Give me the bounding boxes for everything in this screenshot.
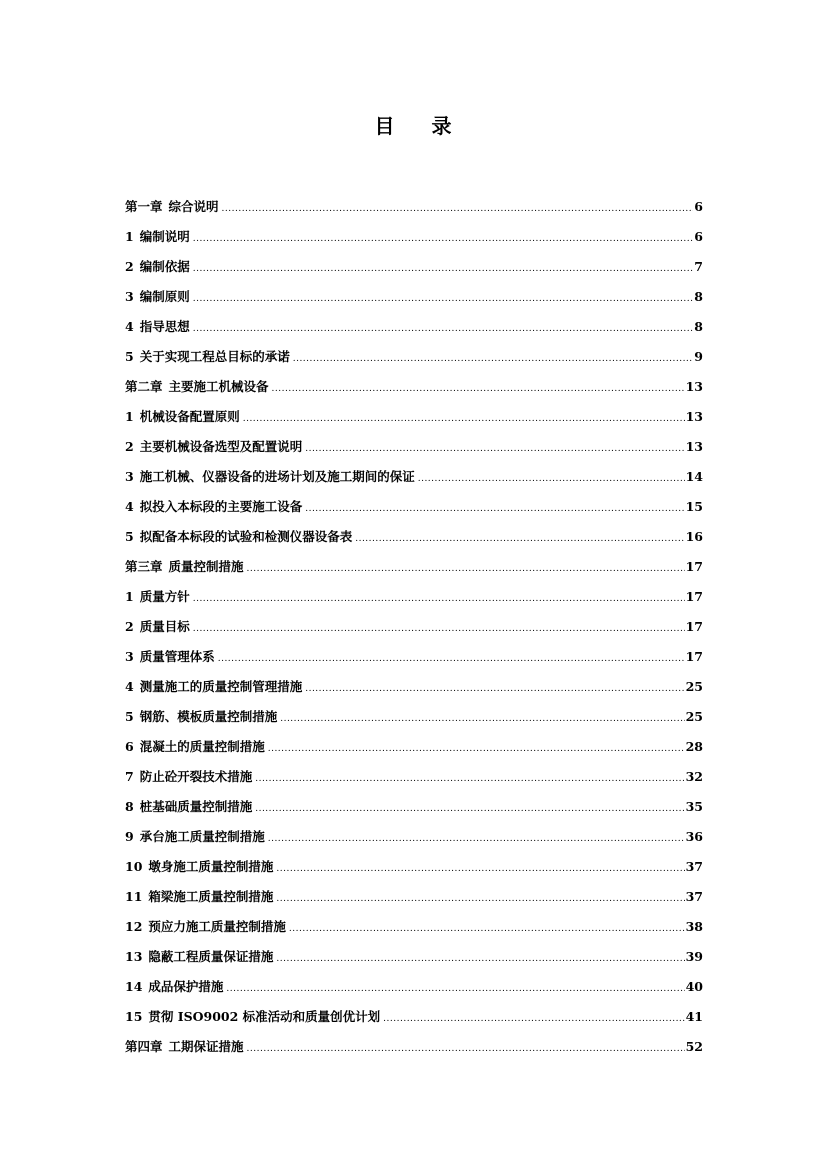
toc-entry[interactable]: [125, 287, 703, 317]
toc-entry-page-number: 17: [685, 589, 703, 604]
toc-entry-title: 质量方针: [139, 589, 190, 604]
toc-dot-leader: [305, 437, 684, 457]
toc-dot-leader: [272, 377, 685, 397]
toc-entry-page-number: 17: [685, 559, 703, 574]
page-title: [0, 110, 827, 139]
toc-dot-leader: [268, 827, 685, 847]
toc-entry[interactable]: [125, 467, 703, 497]
toc-dot-leader: [193, 617, 685, 637]
toc-entry-page-number: 7: [694, 259, 703, 274]
toc-entry-title: 编制依据: [139, 259, 190, 274]
toc-dot-leader: [247, 1037, 685, 1057]
toc-entry-page-number: 39: [685, 949, 703, 964]
toc-entry-title: 墩身施工质量控制措施: [148, 859, 274, 874]
toc-entry-title: 编制说明: [139, 229, 190, 244]
toc-entry-title: 拟投入本标段的主要施工设备: [139, 499, 303, 514]
toc-dot-leader: [276, 947, 684, 967]
toc-entry-page-number: 6: [694, 229, 703, 244]
toc-entry[interactable]: [125, 797, 703, 827]
toc-entry-page-number: 15: [685, 499, 703, 514]
toc-entry-number: 第四章: [125, 1039, 163, 1054]
toc-entry[interactable]: [125, 377, 703, 407]
toc-dot-leader: [255, 767, 684, 787]
toc-entry-title: 承台施工质量控制措施: [139, 829, 265, 844]
toc-dot-leader: [218, 647, 685, 667]
toc-entry-number: 4: [125, 679, 134, 694]
toc-dot-leader: [383, 1007, 684, 1027]
toc-entry-number: 3: [125, 289, 134, 304]
toc-entry[interactable]: [125, 227, 703, 257]
toc-dot-leader: [243, 407, 685, 427]
toc-entry[interactable]: [125, 557, 703, 587]
toc-entry-page-number: 17: [685, 649, 703, 664]
toc-entry-title: 编制原则: [139, 289, 190, 304]
toc-entry-title: 钢筋、模板质量控制措施: [139, 709, 278, 724]
toc-entry[interactable]: [125, 317, 703, 347]
toc-entry-number: 第二章: [125, 379, 163, 394]
toc-entry-page-number: 17: [685, 619, 703, 634]
toc-entry-number: 8: [125, 799, 134, 814]
toc-entry[interactable]: [125, 647, 703, 677]
title-char-2: 录: [431, 114, 453, 138]
toc-entry-title: 隐蔽工程质量保证措施: [148, 949, 274, 964]
toc-entry-number: 第一章: [125, 199, 163, 214]
toc-dot-leader: [247, 557, 685, 577]
toc-entry-title: 混凝土的质量控制措施: [139, 739, 265, 754]
toc-entry-title: 预应力施工质量控制措施: [148, 919, 286, 934]
toc-entry-title: 质量目标: [139, 619, 190, 634]
toc-dot-leader: [193, 587, 685, 607]
toc-entry-title: 机械设备配置原则: [139, 409, 240, 424]
toc-entry[interactable]: [125, 677, 703, 707]
toc-entry-number: 第三章: [125, 559, 163, 574]
toc-entry[interactable]: [125, 347, 703, 377]
toc-entry-number: 5: [125, 529, 134, 544]
toc-dot-leader: [305, 497, 684, 517]
toc-entry-page-number: 8: [694, 319, 703, 334]
toc-entry-number: 2: [125, 259, 134, 274]
toc-dot-leader: [276, 887, 684, 907]
toc-entry-title: 施工机械、仪器设备的进场计划及施工期间的保证: [139, 469, 415, 484]
toc-entry-title: 主要施工机械设备: [168, 379, 269, 394]
toc-entry-number: 3: [125, 469, 134, 484]
toc-dot-leader: [276, 857, 684, 877]
toc-entry-title: 贯彻 ISO9002 标准活动和质量创优计划: [148, 1009, 381, 1024]
toc-entry-title: 综合说明: [168, 199, 219, 214]
toc-entry[interactable]: [125, 257, 703, 287]
toc-entry[interactable]: [125, 767, 703, 797]
toc-entry-number: 5: [125, 709, 134, 724]
toc-entry-page-number: 41: [685, 1009, 703, 1024]
toc-entry-number: 1: [125, 409, 134, 424]
toc-entry[interactable]: [125, 527, 703, 557]
toc-entry-title: 指导思想: [139, 319, 190, 334]
toc-entry[interactable]: [125, 1007, 703, 1037]
toc-entry[interactable]: [125, 947, 703, 977]
toc-entry-page-number: 37: [685, 859, 703, 874]
toc-entry-page-number: 25: [685, 709, 703, 724]
toc-entry[interactable]: [125, 887, 703, 917]
toc-entry-page-number: 36: [685, 829, 703, 844]
toc-dot-leader: [305, 677, 684, 697]
toc-entry[interactable]: [125, 917, 703, 947]
toc-entry-page-number: 25: [685, 679, 703, 694]
toc-entry-number: 2: [125, 439, 134, 454]
toc-entry-title: 拟配备本标段的试验和检测仪器设备表: [139, 529, 353, 544]
toc-entry-number: 4: [125, 319, 134, 334]
toc-entry-number: 10: [125, 859, 143, 874]
toc-entry-page-number: 52: [685, 1039, 703, 1054]
toc-entry[interactable]: [125, 197, 703, 227]
toc-entry-page-number: 37: [685, 889, 703, 904]
toc-entry-page-number: 13: [685, 439, 703, 454]
toc-entry[interactable]: [125, 497, 703, 527]
toc-entry[interactable]: [125, 827, 703, 857]
toc-entry-page-number: 35: [685, 799, 703, 814]
toc-entry-number: 1: [125, 589, 134, 604]
toc-entry[interactable]: [125, 1037, 703, 1067]
toc-entry[interactable]: [125, 437, 703, 467]
toc-entry-title: 防止砼开裂技术措施: [139, 769, 253, 784]
toc-dot-leader: [280, 707, 684, 727]
toc-dot-leader: [255, 797, 684, 817]
toc-dot-leader: [289, 917, 685, 937]
toc-entry-page-number: 14: [685, 469, 703, 484]
toc-dot-leader: [193, 227, 694, 247]
toc-dot-leader: [193, 287, 694, 307]
toc-entry-page-number: 13: [685, 379, 703, 394]
table-of-contents: [125, 197, 703, 1067]
toc-entry-number: 5: [125, 349, 134, 364]
toc-entry-number: 3: [125, 649, 134, 664]
toc-entry-number: 9: [125, 829, 134, 844]
toc-dot-leader: [293, 347, 694, 367]
toc-entry-page-number: 13: [685, 409, 703, 424]
toc-dot-leader: [222, 197, 694, 217]
title-char-1: 目: [374, 114, 396, 138]
toc-entry-title: 质量控制措施: [168, 559, 244, 574]
toc-entry[interactable]: [125, 617, 703, 647]
toc-entry-number: 1: [125, 229, 134, 244]
toc-dot-leader: [418, 467, 685, 487]
toc-entry-number: 12: [125, 919, 143, 934]
toc-entry[interactable]: [125, 977, 703, 1007]
toc-entry-number: 11: [125, 889, 143, 904]
toc-dot-leader: [226, 977, 684, 997]
toc-entry-page-number: 9: [694, 349, 703, 364]
toc-entry-page-number: 40: [685, 979, 703, 994]
toc-entry-title: 工期保证措施: [168, 1039, 244, 1054]
toc-entry-title: 箱梁施工质量控制措施: [148, 889, 274, 904]
toc-entry-title: 质量管理体系: [139, 649, 215, 664]
toc-entry[interactable]: [125, 407, 703, 437]
toc-entry-number: 4: [125, 499, 134, 514]
toc-entry-page-number: 28: [685, 739, 703, 754]
toc-entry-number: 6: [125, 739, 134, 754]
toc-entry-page-number: 6: [694, 199, 703, 214]
toc-entry-title: 桩基础质量控制措施: [139, 799, 253, 814]
toc-entry[interactable]: [125, 587, 703, 617]
toc-entry-title: 成品保护措施: [148, 979, 224, 994]
toc-entry-title: 主要机械设备选型及配置说明: [139, 439, 303, 454]
toc-dot-leader: [193, 317, 694, 337]
toc-entry-title: 关于实现工程总目标的承诺: [139, 349, 290, 364]
toc-entry[interactable]: [125, 707, 703, 737]
toc-entry-number: 14: [125, 979, 143, 994]
toc-dot-leader: [193, 257, 694, 277]
toc-entry-page-number: 32: [685, 769, 703, 784]
toc-entry-number: 13: [125, 949, 143, 964]
toc-entry[interactable]: [125, 737, 703, 767]
toc-entry-page-number: 8: [694, 289, 703, 304]
toc-dot-leader: [268, 737, 685, 757]
toc-entry-page-number: 38: [685, 919, 703, 934]
toc-dot-leader: [355, 527, 684, 547]
toc-entry[interactable]: [125, 857, 703, 887]
toc-entry-number: 15: [125, 1009, 143, 1024]
toc-entry-number: 2: [125, 619, 134, 634]
toc-entry-title: 测量施工的质量控制管理措施: [139, 679, 303, 694]
toc-entry-page-number: 16: [685, 529, 703, 544]
toc-entry-number: 7: [125, 769, 134, 784]
